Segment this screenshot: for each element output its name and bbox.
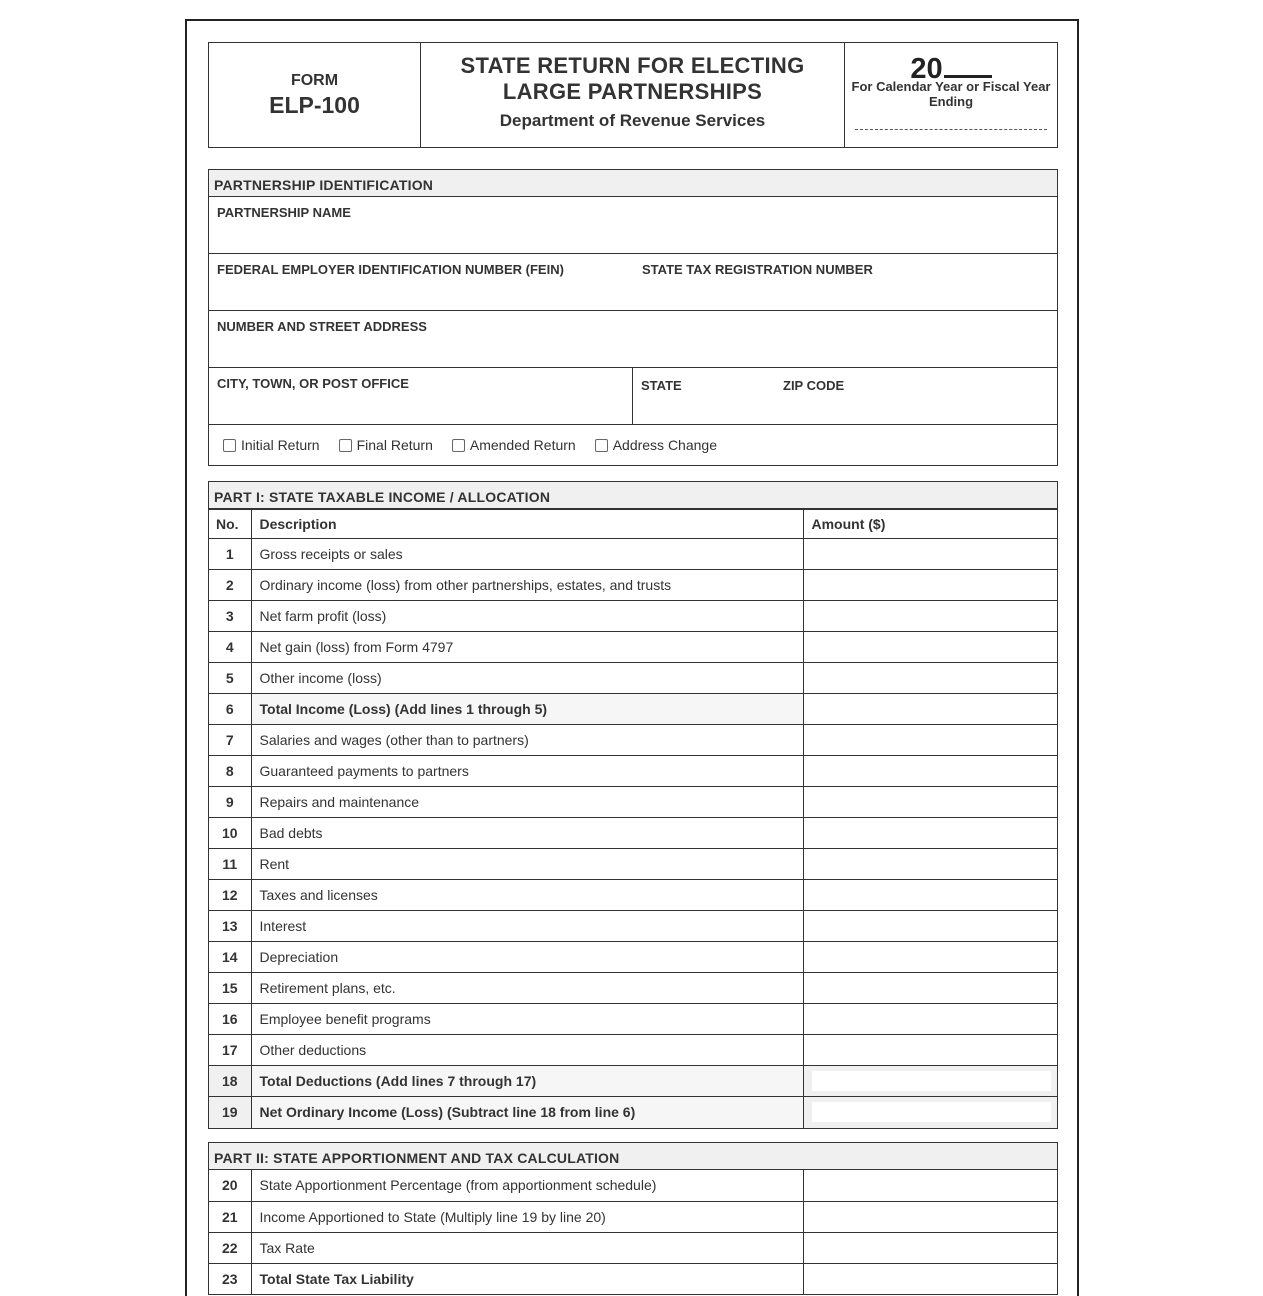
line-description: Income Apportioned to State (Multiply line 19 by line 20): [251, 1201, 803, 1232]
fein-label: FEDERAL EMPLOYER IDENTIFICATION NUMBER (FEIN): [217, 262, 564, 277]
checkbox-label: Final Return: [356, 437, 433, 453]
part2-section: [208, 1142, 1058, 1295]
line-description: Net gain (loss) from Form 4797: [251, 632, 803, 663]
line-number: 21: [209, 1201, 251, 1232]
col-no-header: No.: [209, 510, 251, 539]
line-number: 15: [209, 973, 251, 1004]
line-description: Total Deductions (Add lines 7 through 17): [251, 1066, 803, 1097]
city-row: [209, 368, 1057, 425]
table-row: [209, 973, 1057, 1004]
line-number: 8: [209, 756, 251, 787]
table-row: [209, 601, 1057, 632]
line-number: 7: [209, 725, 251, 756]
amount-field[interactable]: [803, 1263, 1057, 1294]
amount-field[interactable]: [803, 1170, 1057, 1201]
table-row: [209, 911, 1057, 942]
city-field[interactable]: [209, 368, 633, 424]
partnership-name-row: [209, 197, 1057, 254]
line-description: Tax Rate: [251, 1232, 803, 1263]
line-number: 11: [209, 849, 251, 880]
line-number: 14: [209, 942, 251, 973]
line-number: 13: [209, 911, 251, 942]
table-row: [209, 818, 1057, 849]
checkbox-box[interactable]: [595, 439, 608, 452]
form-title-block: [421, 43, 845, 147]
fein-row: [209, 254, 1057, 311]
partnership-name-field[interactable]: [209, 197, 1057, 253]
line-description: Retirement plans, etc.: [251, 973, 803, 1004]
table-row: [209, 1004, 1057, 1035]
return-type-checkboxes: [209, 425, 1057, 465]
checkbox-box[interactable]: [339, 439, 352, 452]
amount-field[interactable]: [803, 632, 1057, 663]
line-number: 5: [209, 663, 251, 694]
line-description: Gross receipts or sales: [251, 539, 803, 570]
table-row: [209, 1035, 1057, 1066]
partnership-name-label: PARTNERSHIP NAME: [217, 205, 351, 220]
amount-field[interactable]: [803, 973, 1057, 1004]
year-blank[interactable]: [944, 54, 992, 78]
line-number: 16: [209, 1004, 251, 1035]
table-row: [209, 694, 1057, 725]
form-title-line2: LARGE PARTNERSHIPS: [502, 79, 763, 104]
amount-field[interactable]: [803, 1232, 1057, 1263]
line-description: Taxes and licenses: [251, 880, 803, 911]
initial-return-checkbox[interactable]: [223, 437, 320, 453]
zip-label: ZIP CODE: [783, 378, 845, 393]
line-description: State Apportionment Percentage (from apportionment schedule): [251, 1170, 803, 1201]
checkbox-label: Address Change: [612, 437, 717, 453]
amount-field[interactable]: [803, 756, 1057, 787]
amended-return-checkbox[interactable]: [452, 437, 576, 453]
table-row: [209, 1170, 1057, 1201]
amount-field[interactable]: [803, 663, 1057, 694]
line-description: Total Income (Loss) (Add lines 1 through 5): [251, 694, 803, 725]
line-description: Employee benefit programs: [251, 1004, 803, 1035]
line-description: Salaries and wages (other than to partners): [251, 725, 803, 756]
checkbox-box[interactable]: [452, 439, 465, 452]
table-row: [209, 756, 1057, 787]
part2-body: [209, 1170, 1057, 1294]
form-header: [208, 42, 1058, 148]
fiscal-year-end-field[interactable]: [855, 129, 1047, 130]
amount-field[interactable]: [803, 570, 1057, 601]
table-row: [209, 1263, 1057, 1294]
line-number: 22: [209, 1232, 251, 1263]
line-number: 1: [209, 539, 251, 570]
amount-field[interactable]: [803, 1201, 1057, 1232]
line-description: Net Ordinary Income (Loss) (Subtract line 18 from line 6): [251, 1097, 803, 1128]
line-number: 18: [209, 1066, 251, 1097]
amount-field[interactable]: [803, 694, 1057, 725]
address-change-checkbox[interactable]: [595, 437, 717, 453]
checkbox-box[interactable]: [223, 439, 236, 452]
amount-field[interactable]: [803, 911, 1057, 942]
amount-input-box[interactable]: [812, 1102, 1052, 1122]
table-row: [209, 942, 1057, 973]
amount-field[interactable]: [803, 1004, 1057, 1035]
checkbox-label: Amended Return: [469, 437, 576, 453]
table-row: [209, 1066, 1057, 1097]
amount-field[interactable]: [803, 818, 1057, 849]
part2-title: PART II: STATE APPORTIONMENT AND TAX CALCULATION: [209, 1143, 1057, 1170]
form-title-line1: STATE RETURN FOR ELECTING: [460, 53, 805, 78]
state-tax-reg-field[interactable]: [634, 254, 1057, 310]
line-number: 20: [209, 1170, 251, 1201]
state-field[interactable]: [633, 368, 775, 424]
state-label: STATE: [641, 378, 682, 393]
part2-table: [209, 1170, 1057, 1294]
table-row: [209, 787, 1057, 818]
form-label: FORM: [290, 71, 339, 89]
zip-field[interactable]: [775, 368, 1057, 424]
table-row: [209, 1232, 1057, 1263]
table-row: [209, 725, 1057, 756]
department-name: Department of Revenue Services: [499, 111, 766, 130]
amount-field[interactable]: [803, 1035, 1057, 1066]
line-number: 4: [209, 632, 251, 663]
tax-year-block: [845, 43, 1057, 147]
fein-field[interactable]: [209, 254, 634, 310]
table-row: [209, 1097, 1057, 1128]
line-description: Other income (loss): [251, 663, 803, 694]
amount-field[interactable]: [803, 849, 1057, 880]
part1-title: PART I: STATE TAXABLE INCOME / ALLOCATION: [209, 482, 1057, 509]
line-description: Depreciation: [251, 942, 803, 973]
table-row: [209, 663, 1057, 694]
amount-field[interactable]: [803, 601, 1057, 632]
identification-title: PARTNERSHIP IDENTIFICATION: [209, 170, 1057, 197]
form-page: [185, 19, 1079, 1296]
amount-field[interactable]: [803, 1097, 1057, 1128]
amount-input-box[interactable]: [812, 1071, 1052, 1091]
amount-field[interactable]: [803, 787, 1057, 818]
line-description: Ordinary income (loss) from other partnerships, estates, and trusts: [251, 570, 803, 601]
line-description: Other deductions: [251, 1035, 803, 1066]
part1-table: [209, 509, 1057, 1128]
line-number: 23: [209, 1263, 251, 1294]
part1-section: [208, 481, 1058, 1129]
form-number: ELP-100: [269, 91, 360, 118]
part1-header-row: [209, 510, 1057, 539]
line-description: Bad debts: [251, 818, 803, 849]
col-amount-header: Amount ($): [803, 510, 1057, 539]
line-number: 12: [209, 880, 251, 911]
table-row: [209, 849, 1057, 880]
line-number: 9: [209, 787, 251, 818]
part1-body: [209, 539, 1057, 1128]
amount-field[interactable]: [803, 880, 1057, 911]
street-label: NUMBER AND STREET ADDRESS: [217, 319, 427, 334]
table-row: [209, 570, 1057, 601]
table-row: [209, 880, 1057, 911]
line-number: 17: [209, 1035, 251, 1066]
line-number: 6: [209, 694, 251, 725]
checkbox-label: Initial Return: [241, 437, 320, 453]
line-number: 3: [209, 601, 251, 632]
line-number: 2: [209, 570, 251, 601]
street-field[interactable]: [209, 311, 1057, 367]
year-subtitle: For Calendar Year or Fiscal Year Ending: [851, 79, 1051, 109]
col-desc-header: Description: [251, 510, 803, 539]
final-return-checkbox[interactable]: [339, 437, 433, 453]
table-row: [209, 632, 1057, 663]
table-row: [209, 1201, 1057, 1232]
line-number: 10: [209, 818, 251, 849]
amount-field[interactable]: [803, 942, 1057, 973]
amount-field[interactable]: [803, 539, 1057, 570]
line-description: Repairs and maintenance: [251, 787, 803, 818]
line-description: Rent: [251, 849, 803, 880]
form-id-block: [209, 43, 421, 147]
street-row: [209, 311, 1057, 368]
line-description: Net farm profit (loss): [251, 601, 803, 632]
city-label: CITY, TOWN, OR POST OFFICE: [217, 376, 409, 391]
amount-field[interactable]: [803, 725, 1057, 756]
line-number: 19: [209, 1097, 251, 1128]
amount-field[interactable]: [803, 1066, 1057, 1097]
line-description: Guaranteed payments to partners: [251, 756, 803, 787]
line-description: Interest: [251, 911, 803, 942]
line-description: Total State Tax Liability: [251, 1263, 803, 1294]
table-row: [209, 539, 1057, 570]
year-prefix: 20: [910, 53, 943, 85]
state-tax-reg-label: STATE TAX REGISTRATION NUMBER: [642, 262, 873, 277]
identification-section: [208, 169, 1058, 466]
